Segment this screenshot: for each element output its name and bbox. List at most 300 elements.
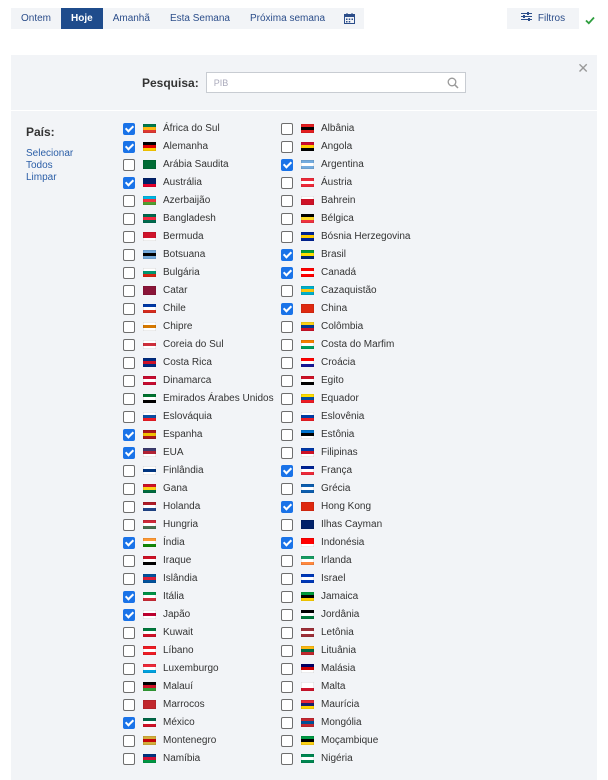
country-checkbox[interactable] [281, 249, 293, 261]
country-item-filipinas[interactable] [281, 447, 441, 459]
country-name: China [321, 303, 348, 314]
country-checkbox[interactable] [123, 429, 135, 441]
flag-icon [301, 538, 314, 547]
country-item-chile[interactable] [123, 303, 281, 315]
country-name: Marrocos [163, 699, 205, 710]
country-item-india[interactable] [123, 537, 281, 549]
country-item-franca[interactable] [281, 465, 441, 477]
country-name: Nigéria [321, 753, 353, 764]
country-item-japao[interactable] [123, 609, 281, 621]
flag-icon [143, 268, 156, 277]
country-item-dinamarca[interactable] [123, 375, 281, 387]
country-name: Espanha [163, 429, 203, 440]
country-name: Alemanha [163, 141, 209, 152]
country-item-jamaica[interactable] [281, 591, 441, 603]
flag-icon [301, 718, 314, 727]
country-checkbox[interactable] [123, 303, 135, 315]
country-item-estonia[interactable] [281, 429, 441, 441]
top-bar [0, 0, 608, 40]
country-name: Malásia [321, 663, 356, 674]
country-checkbox[interactable] [281, 267, 293, 279]
sliders-icon [521, 8, 532, 29]
country-name: Indonésia [321, 537, 365, 548]
flag-icon [301, 700, 314, 709]
flag-icon [301, 736, 314, 745]
country-checkbox[interactable] [123, 447, 135, 459]
country-name: Malauí [163, 681, 194, 692]
country-name: Bulgária [163, 267, 200, 278]
country-item-bangladesh[interactable] [123, 213, 281, 225]
country-item-argentina[interactable] [281, 159, 441, 171]
country-name: África do Sul [163, 123, 220, 134]
country-item-colombia[interactable] [281, 321, 441, 333]
country-item-arabia-saudita[interactable] [123, 159, 281, 171]
country-item-china[interactable] [281, 303, 441, 315]
country-item-finlandia[interactable] [123, 465, 281, 477]
country-name: Índia [163, 537, 185, 548]
country-item-mocambique[interactable] [281, 735, 441, 747]
country-item-iraque[interactable] [123, 555, 281, 567]
country-item-grecia[interactable] [281, 483, 441, 495]
country-item-mexico[interactable] [123, 717, 281, 729]
country-item-bulgaria[interactable] [123, 267, 281, 279]
flag-icon [301, 628, 314, 637]
country-name: Líbano [163, 645, 194, 656]
country-item-hungria[interactable] [123, 519, 281, 531]
country-checkbox[interactable] [123, 537, 135, 549]
country-item-malasia[interactable] [281, 663, 441, 675]
country-checkbox[interactable] [123, 321, 135, 333]
flag-icon [301, 502, 314, 511]
search-label: Pesquisa: [142, 75, 199, 90]
country-checkbox[interactable] [281, 663, 293, 675]
country-name: França [321, 465, 353, 476]
country-item-hong-kong[interactable] [281, 501, 441, 513]
flag-icon [143, 376, 156, 385]
country-name: Austrália [163, 177, 202, 188]
flag-icon [143, 160, 156, 169]
country-checkbox[interactable] [123, 231, 135, 243]
flag-icon [301, 556, 314, 565]
tab-ontem[interactable]: Ontem [21, 13, 52, 24]
country-name: Azerbaijão [163, 195, 211, 206]
country-checkbox[interactable] [281, 393, 293, 405]
country-checkbox[interactable] [123, 555, 135, 567]
country-item-alemanha[interactable] [123, 141, 281, 153]
country-name: Colômbia [321, 321, 364, 332]
country-item-namibia[interactable] [123, 753, 281, 765]
country-name: Catar [163, 285, 188, 296]
country-checkbox[interactable] [123, 753, 135, 765]
country-item-luxemburgo[interactable] [123, 663, 281, 675]
country-item-holanda[interactable] [123, 501, 281, 513]
country-checkbox[interactable] [123, 717, 135, 729]
calendar-icon[interactable] [335, 8, 364, 29]
flag-icon [301, 358, 314, 367]
country-name: Estônia [321, 429, 355, 440]
country-checkbox[interactable] [123, 627, 135, 639]
country-item-egito[interactable] [281, 375, 441, 387]
select-all-link[interactable]: Selecionar Todos [26, 148, 74, 171]
country-item-eslovenia[interactable] [281, 411, 441, 423]
country-name: Moçambique [321, 735, 379, 746]
country-checkbox[interactable] [281, 141, 293, 153]
country-item-belgica[interactable] [281, 213, 441, 225]
country-name: Eslováquia [163, 411, 212, 422]
flag-icon [301, 250, 314, 259]
country-name: Argentina [321, 159, 364, 170]
flag-icon [301, 646, 314, 655]
country-checkbox[interactable] [123, 123, 135, 135]
country-item-coreia-do-sul[interactable] [123, 339, 281, 351]
flag-icon [143, 448, 156, 457]
country-checkbox[interactable] [123, 195, 135, 207]
country-checkbox[interactable] [281, 609, 293, 621]
country-name: Jamaica [321, 591, 359, 602]
country-name: Bahrein [321, 195, 356, 206]
country-column-2 [281, 123, 441, 771]
country-item-bermuda[interactable] [123, 231, 281, 243]
flag-icon [143, 322, 156, 331]
country-checkbox[interactable] [281, 213, 293, 225]
search-box [206, 72, 466, 93]
country-label: País: [26, 125, 55, 139]
country-name: Costa Rica [163, 357, 212, 368]
country-checkbox[interactable] [281, 177, 293, 189]
country-name: Canadá [321, 267, 357, 278]
country-item-austria[interactable] [281, 177, 441, 189]
country-checkbox[interactable] [281, 627, 293, 639]
country-name: Israel [321, 573, 346, 584]
flag-icon [143, 430, 156, 439]
country-name: Jordânia [321, 609, 360, 620]
flag-icon [143, 502, 156, 511]
country-item-azerbaijao[interactable] [123, 195, 281, 207]
country-item-malaui[interactable] [123, 681, 281, 693]
country-name: Hungria [163, 519, 199, 530]
flag-icon [143, 358, 156, 367]
country-name: Irlanda [321, 555, 352, 566]
checkmark-icon [585, 12, 595, 30]
country-name: Finlândia [163, 465, 204, 476]
country-checkbox[interactable] [123, 411, 135, 423]
flag-icon [301, 754, 314, 763]
flag-icon [143, 538, 156, 547]
country-checkbox[interactable] [281, 555, 293, 567]
flag-icon [301, 142, 314, 151]
country-checkbox[interactable] [123, 285, 135, 297]
country-item-angola[interactable] [281, 141, 441, 153]
country-name: México [163, 717, 195, 728]
flag-icon [143, 646, 156, 655]
flag-icon [301, 592, 314, 601]
flag-icon [143, 394, 156, 403]
country-item-ilhas-cayman[interactable] [281, 519, 441, 531]
country-name: Croácia [321, 357, 356, 368]
country-item-gana[interactable] [123, 483, 281, 495]
country-checkbox[interactable] [123, 177, 135, 189]
country-name: Coreia do Sul [163, 339, 224, 350]
country-item-italia[interactable] [123, 591, 281, 603]
flag-icon [143, 610, 156, 619]
tab-hoje[interactable]: Hoje [61, 8, 103, 29]
tab-amanha[interactable]: Amanhã [112, 13, 150, 24]
country-checkbox[interactable] [281, 321, 293, 333]
date-tabs [11, 8, 364, 29]
country-checkbox[interactable] [281, 717, 293, 729]
flag-icon [301, 178, 314, 187]
country-checkbox[interactable] [123, 573, 135, 585]
flag-icon [301, 322, 314, 331]
country-checkbox[interactable] [281, 645, 293, 657]
flag-icon [301, 232, 314, 241]
country-column-1 [123, 123, 281, 771]
country-item-nigeria[interactable] [281, 753, 441, 765]
flag-icon [301, 520, 314, 529]
flag-icon [143, 196, 156, 205]
country-checkbox[interactable] [123, 141, 135, 153]
country-checkbox[interactable] [281, 195, 293, 207]
flag-icon [143, 286, 156, 295]
country-checkbox[interactable] [281, 483, 293, 495]
country-item-mauricia[interactable] [281, 699, 441, 711]
filters-button[interactable] [507, 8, 579, 29]
country-item-espanha[interactable] [123, 429, 281, 441]
flag-icon [301, 448, 314, 457]
country-name: Costa do Marfim [321, 339, 395, 350]
flag-icon [143, 178, 156, 187]
country-name: Cazaquistão [321, 285, 377, 296]
country-item-indonesia[interactable] [281, 537, 441, 549]
country-item-cazaquistao[interactable] [281, 285, 441, 297]
flag-icon [143, 214, 156, 223]
country-checkbox[interactable] [281, 123, 293, 135]
country-name: Lituânia [321, 645, 357, 656]
search-icon[interactable] [447, 76, 459, 94]
flag-icon [143, 466, 156, 475]
country-name: Maurícia [321, 699, 360, 710]
flag-icon [301, 196, 314, 205]
flag-icon [301, 466, 314, 475]
country-item-eua[interactable] [123, 447, 281, 459]
country-checkbox[interactable] [123, 357, 135, 369]
country-item-africa-do-sul[interactable] [123, 123, 281, 135]
country-item-marrocos[interactable] [123, 699, 281, 711]
country-checkbox[interactable] [281, 429, 293, 441]
country-item-bahrein[interactable] [281, 195, 441, 207]
flag-icon [301, 610, 314, 619]
tab-esta-semana[interactable]: Esta Semana [169, 13, 230, 24]
country-checkbox[interactable] [123, 591, 135, 603]
country-name: Luxemburgo [163, 663, 219, 674]
search-row [142, 72, 466, 93]
flag-icon [301, 412, 314, 421]
country-name: Eslovênia [321, 411, 365, 422]
country-name: Ilhas Cayman [321, 519, 383, 530]
flag-icon [143, 700, 156, 709]
flag-icon [143, 574, 156, 583]
country-name: Áustria [321, 177, 353, 188]
country-name: Emirados Árabes Unidos [163, 393, 274, 404]
country-name: Islândia [163, 573, 198, 584]
country-checkbox[interactable] [123, 159, 135, 171]
country-item-albania[interactable] [281, 123, 441, 135]
country-name: Chipre [163, 321, 193, 332]
country-name: Brasil [321, 249, 347, 260]
flag-icon [301, 394, 314, 403]
country-checkbox[interactable] [123, 393, 135, 405]
country-item-eslovaquia[interactable] [123, 411, 281, 423]
country-checkbox[interactable] [123, 681, 135, 693]
country-checkbox[interactable] [123, 249, 135, 261]
country-checkbox[interactable] [281, 375, 293, 387]
country-name: Botsuana [163, 249, 206, 260]
country-checkbox[interactable] [123, 519, 135, 531]
country-checkbox[interactable] [123, 501, 135, 513]
country-checkbox[interactable] [281, 411, 293, 423]
country-item-irlanda[interactable] [281, 555, 441, 567]
country-checkbox[interactable] [281, 591, 293, 603]
country-checkbox[interactable] [281, 735, 293, 747]
country-item-malta[interactable] [281, 681, 441, 693]
flag-icon [301, 376, 314, 385]
country-checkbox[interactable] [281, 519, 293, 531]
country-name: Albânia [321, 123, 355, 134]
flag-icon [301, 214, 314, 223]
flag-icon [143, 520, 156, 529]
country-name: Equador [321, 393, 359, 404]
country-item-bosnia-herzegovina[interactable] [281, 231, 441, 243]
country-checkbox[interactable] [281, 573, 293, 585]
country-checkbox[interactable] [123, 609, 135, 621]
flag-icon [301, 304, 314, 313]
flag-icon [301, 340, 314, 349]
country-name: Bangladesh [163, 213, 216, 224]
country-checkbox[interactable] [281, 285, 293, 297]
country-name: Arábia Saudita [163, 159, 229, 170]
country-item-kuwait[interactable] [123, 627, 281, 639]
flag-icon [301, 430, 314, 439]
country-checkbox[interactable] [123, 645, 135, 657]
country-item-catar[interactable] [123, 285, 281, 297]
flag-icon [301, 160, 314, 169]
flag-icon [143, 664, 156, 673]
country-item-islandia[interactable] [123, 573, 281, 585]
country-item-letonia[interactable] [281, 627, 441, 639]
country-name: Iraque [163, 555, 192, 566]
country-checkbox[interactable] [281, 357, 293, 369]
country-checkbox[interactable] [123, 465, 135, 477]
country-item-lituania[interactable] [281, 645, 441, 657]
country-item-botsuana[interactable] [123, 249, 281, 261]
filters-panel [11, 55, 597, 780]
country-checkbox[interactable] [123, 735, 135, 747]
country-name: Bélgica [321, 213, 354, 224]
country-checkbox[interactable] [281, 753, 293, 765]
filters-label: Filtros [537, 13, 566, 24]
country-checkbox[interactable] [281, 501, 293, 513]
selection-links [26, 148, 86, 184]
country-item-jordania[interactable] [281, 609, 441, 621]
flag-icon [143, 142, 156, 151]
country-checkbox[interactable] [123, 699, 135, 711]
country-checkbox[interactable] [123, 375, 135, 387]
country-checkbox[interactable] [123, 483, 135, 495]
country-item-emirados-arabes-unidos[interactable] [123, 393, 281, 405]
country-checkbox[interactable] [281, 681, 293, 693]
country-checkbox[interactable] [281, 537, 293, 549]
country-item-australia[interactable] [123, 177, 281, 189]
country-item-montenegro[interactable] [123, 735, 281, 747]
country-checkbox[interactable] [123, 663, 135, 675]
country-name: Itália [163, 591, 185, 602]
country-checkbox[interactable] [281, 303, 293, 315]
flag-icon [301, 574, 314, 583]
country-checkbox[interactable] [281, 699, 293, 711]
flag-icon [143, 340, 156, 349]
country-name: Montenegro [163, 735, 217, 746]
country-checkbox[interactable] [281, 339, 293, 351]
country-name: Hong Kong [321, 501, 372, 512]
flag-icon [301, 682, 314, 691]
country-name: Filipinas [321, 447, 358, 458]
country-checkbox[interactable] [281, 231, 293, 243]
country-name: Egito [321, 375, 344, 386]
country-item-brasil[interactable] [281, 249, 441, 261]
flag-icon [301, 124, 314, 133]
country-item-costa-do-marfim[interactable] [281, 339, 441, 351]
divider [11, 110, 597, 111]
country-item-costa-rica[interactable] [123, 357, 281, 369]
flag-icon [143, 754, 156, 763]
country-item-libano[interactable] [123, 645, 281, 657]
country-checkbox[interactable] [281, 465, 293, 477]
flag-icon [143, 556, 156, 565]
country-item-croacia[interactable] [281, 357, 441, 369]
search-input[interactable] [207, 75, 444, 92]
country-checkbox[interactable] [123, 267, 135, 279]
flag-icon [143, 250, 156, 259]
country-name: Gana [163, 483, 188, 494]
country-name: Grécia [321, 483, 351, 494]
country-checkbox[interactable] [281, 159, 293, 171]
country-name: Namíbia [163, 753, 201, 764]
tab-proxima-semana[interactable]: Próxima semana [249, 13, 326, 24]
country-name: Bósnia Herzegovina [321, 231, 411, 242]
country-name: Japão [163, 609, 191, 620]
country-item-canada[interactable] [281, 267, 441, 279]
country-item-equador[interactable] [281, 393, 441, 405]
country-item-israel[interactable] [281, 573, 441, 585]
flag-icon [301, 268, 314, 277]
flag-icon [301, 286, 314, 295]
country-checkbox[interactable] [123, 339, 135, 351]
clear-link[interactable]: Limpar [26, 172, 57, 183]
flag-icon [143, 736, 156, 745]
country-checkbox[interactable] [123, 213, 135, 225]
close-icon[interactable]: ✕ [577, 60, 589, 76]
flag-icon [143, 304, 156, 313]
country-name: Mongólia [321, 717, 362, 728]
flag-icon [143, 718, 156, 727]
country-item-chipre[interactable] [123, 321, 281, 333]
country-checkbox[interactable] [281, 447, 293, 459]
flag-icon [143, 412, 156, 421]
flag-icon [143, 628, 156, 637]
flag-icon [301, 664, 314, 673]
flag-icon [143, 124, 156, 133]
country-item-mongolia[interactable] [281, 717, 441, 729]
